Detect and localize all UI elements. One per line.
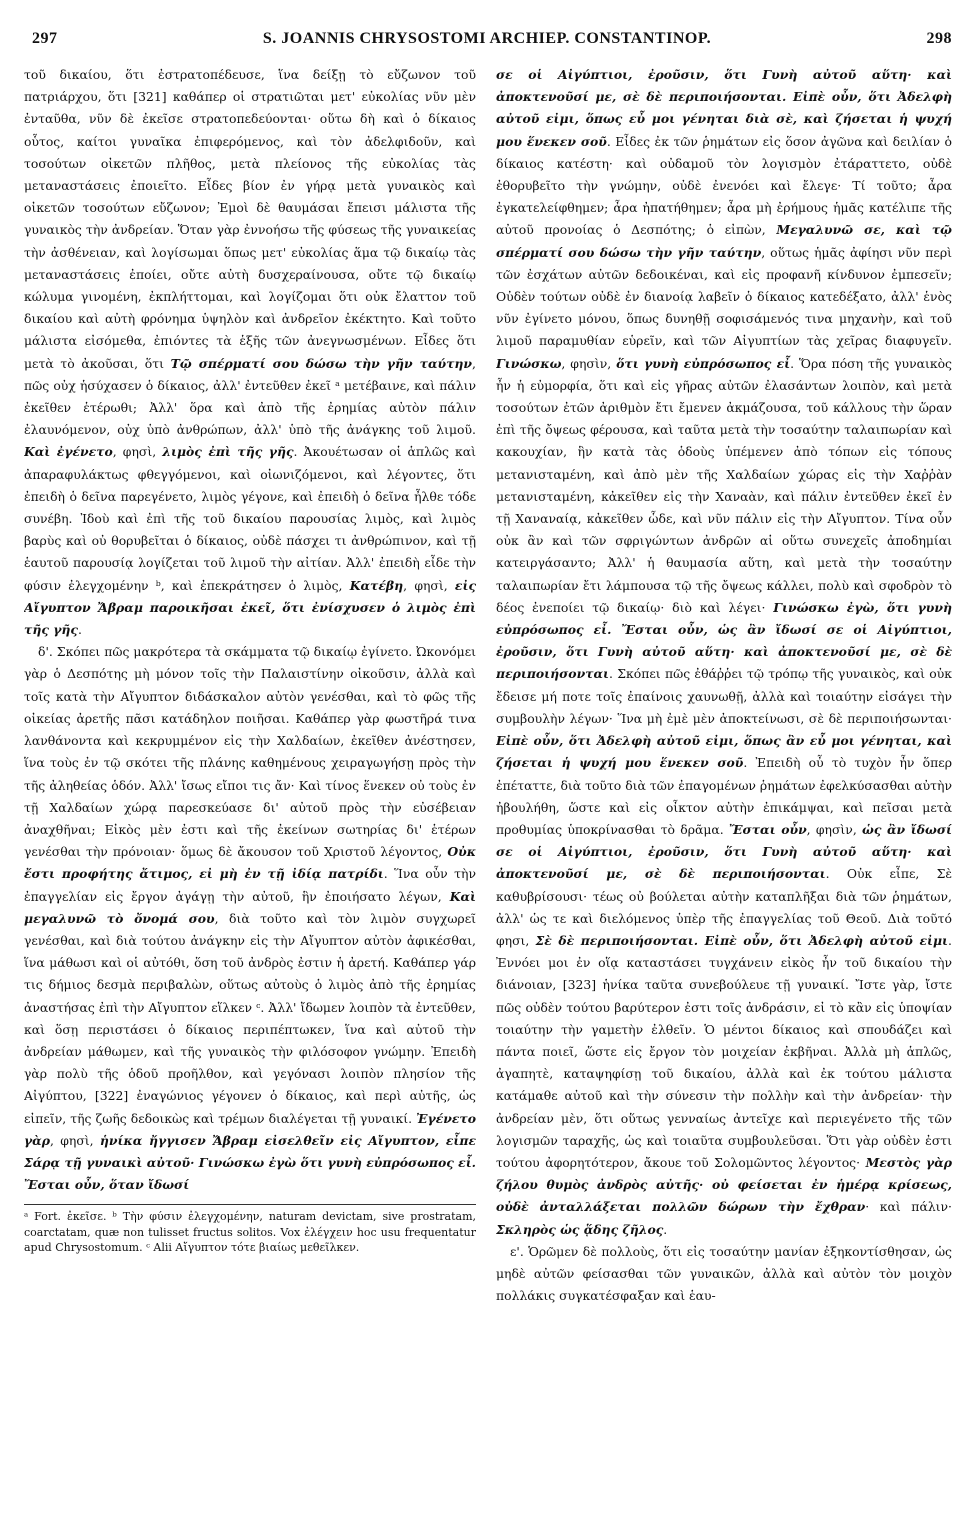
text-run: . Οὐκ εἶπε, Σὲ καθυβρίσουσι· τέως οὐ βούλεται αὐτὴν καταπλῆξαι διὰ τῶν ῥημάτων, ἀλλ' ὡς τε καὶ διελόμενος ὑπὲρ τῆς ἐπαγγελίας τοῦ Θεοῦ. Διὰ τοῦτό φησι, xyxy=(496,866,952,948)
text-run: , φησὶν, xyxy=(561,355,612,371)
text-run: , φησὶ, xyxy=(49,1132,94,1148)
page-number-left: 297 xyxy=(32,30,58,47)
scripture-quote: Καὶ ἐγένετο xyxy=(24,444,113,460)
running-title: S. JOANNIS CHRYSOSTOMI ARCHIEP. CONSTANTINOP. xyxy=(262,30,712,47)
text-run: · καὶ πάλιν· xyxy=(865,1199,952,1215)
text-run: , φησὶ, xyxy=(403,577,448,593)
footnotes: ᵃ Fort. ἐκεῖσε. ᵇ Τὴν φύσιν ἐλεγχομένην, naturam devictam, sive prostratam, coarctatam, quæ non tulisset fructus solitos. Vox ἐλέγχειν hoc usu frequentatur apud Chrysostomum. ᶜ Alii Αἴγυπτον τότε βιαίως μεθεῖλκεν. xyxy=(24,1204,476,1256)
left-column xyxy=(24,64,476,1534)
text-run: , διὰ τοῦτο καὶ τὸν λιμὸν συγχωρεῖ γενέσθαι, καὶ διὰ τούτου ἀνάγκην εἰς τὴν Αἴγυπτον αὐτὸν ἀφικέσθαι, ἵνα μάθωσι καὶ οἱ αὐτόθι, ὅση τοῦ ἀνδρὸς ἐστιν ἡ ἀρετή. Καθάπερ γάρ τις δήμιος δεσμὰ περιβαλὼν, οὕτως αὐτοὺς ὁ λιμὸς ἀπὸ τῆς ἐρημίας ἀναστήσας ἐπὶ τὴν Αἴγυπτον εἵλκεν ᶜ. Ἀλλ' ἴδωμεν λοιπὸν τὰ ἐντεῦθεν, καὶ ὅσῃ περιστάσει ὁ δίκαιος περιπέπτωκεν, ἵνα καὶ αὐτοῦ τὴν ἀνδρείαν μάθωμεν, καὶ τῆς γυναικὸς τὴν φιλόσοφον γνώμην. Ἐπειδὴ γὰρ πολὺ τῆς ὁδοῦ προῆλθον, καὶ γεγόνασι λοιπὸν πλησίον τῆς Αἰγύπτου, [322] ἐναγώνιος γέγονεν ὁ δίκαιος, καὶ περὶ αὐτῆς, ὡς εἰπεῖν, τῆς ζωῆς δεδοικὼς καὶ τρέμων διαλέγεται τῇ γυναικί. xyxy=(24,910,476,1126)
text-run: . Ἐννόει μοι ἐν οἵᾳ καταστάσει τυγχάνειν εἰκὸς ἦν τοῦ δικαίου τὴν διάνοιαν, [323] ἡνίκα ταῦτα συνεβούλευε τῇ γυναικί. Ἴστε γὰρ, ἴστε πῶς οὐδὲν τούτου βαρύτερον ἐστι τοῖς ἀνδράσιν, εἰ τὸ κἂν εἰς ὑποψίαν τοιαύτην τὴν γαμετὴν ἐλθεῖν. Ὁ μέντοι δίκαιος καὶ σπουδάζει καὶ πάντα ποιεῖ, ὥστε εἰς ἔργον τὸν μοιχείαν ἐκβῆναι. Ἀλλὰ μὴ ἁπλῶς, ἀγαπητὲ, καταψηφίσῃ τοῦ δικαίου, ἀλλὰ καὶ ἐκ τούτου μάλιστα κατάμαθε αὐτοῦ καὶ τὴν σύνεσιν τὴν πολλὴν καὶ τὴν ἀνδρείαν· τὴν ἀνδρείαν μὲν, ὅτι οὕτως γενναίως ἀντεῖχε καὶ περιεγένετο τῆς τῶν λογισμῶν ταραχῆς, ὡς καὶ τοιαῦτα συμβουλεῦσαι. Ὅτι γὰρ οὐδὲν ἐστι τούτου ἀφορητότερον, ἄκουε τοῦ Σολομῶντος λέγοντος· xyxy=(496,932,952,1170)
scripture-quote: Ἔσται οὖν xyxy=(729,821,807,837)
text-run: . xyxy=(663,1221,668,1237)
scripture-quote: Τῷ σπέρματί σου δώσω τὴν γῆν ταύτην xyxy=(170,355,473,371)
scripture-quote: Σὲ δὲ περιποιήσονται. Εἰπὲ οὖν, ὅτι Ἀδελφὴ αὐτοῦ εἰμι xyxy=(535,932,949,948)
right-column xyxy=(496,64,952,1534)
scripture-quote: λιμὸς ἐπὶ τῆς γῆς xyxy=(162,444,294,460)
scripture-quote: Κατέβη xyxy=(349,577,404,593)
text-run: , πῶς οὐχ ἡσύχασεν ὁ δίκαιος, ἀλλ' ἐντεῦθεν ἐκεῖ ᵃ μετέβαινε, καὶ πάλιν ἐκεῖθεν ἑτέρωθι; Ἀλλ' ὅρα καὶ ἀπὸ τῆς ἐρημίας αὐτὸν πάλιν ἐλαυνόμενον, οὐχ ὑπὸ ἀνθρώπων, ἀλλ' ὑπὸ τῆς ἀνάγκης τοῦ λιμοῦ. xyxy=(24,355,476,438)
text-run: , οὕτως ἡμᾶς ἀφίησι νῦν περὶ τῶν ἐσχάτων αὐτῶν δεδοικέναι, καὶ εἰς προφανῆ κίνδυνον ἐμπεσεῖν; Οὐδὲν τούτων οὐδὲ ἐν διανοίᾳ λαβεῖν ὁ δίκαιος κατεδέξατο, ἀλλ' ἑνὸς νῦν ἐγίνετο μόνου, ὅπως δυνηθῇ σοφισάμενός τινα μηχανὴν, καὶ τοῦ λιμοῦ παραμυθίαν εὑρεῖν, καὶ τῶν Αἰγυπτίων τὰς χεῖρας διαφυγεῖν. xyxy=(496,244,952,349)
scripture-quote: ὅτι γυνὴ εὐπρόσωπος εἶ xyxy=(616,355,791,371)
text-run: . xyxy=(77,622,82,638)
text-run: . Εἶδες ἐκ τῶν ῥημάτων εἰς ὅσον ἀγῶνα καὶ δειλίαν ὁ δίκαιος κατέστη· καὶ οὐδαμοῦ τὸν λογισμὸν ἐτάραττετο, οὐδὲ ἐθορυβεῖτο τὴν γνώμην, οὐδὲ ἐνενόει καὶ ἔλεγε· Τί τοῦτο; ἆρα ἐγκατελείφθημεν; ἆρα ἠπατήθημεν; ἆρα μὴ ἐρήμους ἡμᾶς κατέλιπε τῆς αὐτοῦ προνοίας ὁ Δεσπότης; ὁ εἰπὼν, xyxy=(496,133,952,238)
scripture-quote: Γινώσκω xyxy=(496,355,562,371)
scripture-quote: Μεστὸς γὰρ ζήλου θυμὸς ἀνδρὸς αὐτῆς· οὐ φείσεται ἐν ἡμέρᾳ κρίσεως, οὐδὲ ἀνταλλάξεται πολλῶν δώρων τὴν ἔχθραν xyxy=(496,1154,952,1215)
scripture-quote: ὡς ἂν ἴδωσί σε οἱ Αἰγύπτιοι, ἐροῦσιν, ὅτι Γυνὴ αὐτοῦ αὕτη· καὶ ἀποκτενοῦσί με, σὲ δὲ περιποιήσονται xyxy=(496,821,952,882)
paragraph-4 xyxy=(496,1241,952,1308)
text-run: δ'. Σκόπει πῶς μακρότερα τὰ σκάμματα τῷ δικαίῳ ἐγίνετο. Ὠκονόμει γὰρ ὁ Δεσπότης μὴ μόνον τοῖς τὴν Παλαιστίνην οἰκοῦσιν, ἀλλὰ καὶ τοῖς κατὰ τὴν Αἴγυπτον διδάσκαλον αὐτὸν γενέσθαι, καὶ τὸ φῶς τῆς οἰκείας ἀρετῆς πᾶσι κατάδηλον ποιῆσαι. Καθάπερ γὰρ φωστῆρά τινα λανθάνοντα καὶ κεκρυμμένον εἰς τὴν Χαλδαίων, ἐκεῖθεν ἀνέστησεν, ἵνα τοὺς ἐν τῷ σκότει τῆς πλάνης καθημένους χειραγωγήσῃ πρὸς τὴν τῆς ἀληθείας ὁδόν. Ἀλλ' ἴσως εἴποι τις ἄν· Καὶ τίνος ἕνεκεν οὐ τοὺς ἐν τῇ Χαλδαίων χώρᾳ παρεσκεύασε δι' αὐτοῦ πρὸς τὴν εὐσέβειαν ἀναχθῆναι; Εἰκὸς μὲν ἐστι καὶ τῆς ἐκείνων σωτηρίας δι' ἑτέρων γενέσθαι τὴν πρόνοιαν· ὅμως δὲ ἄκουσον τοῦ Χριστοῦ λέγοντος, xyxy=(24,644,476,860)
running-header xyxy=(22,30,952,56)
text-run: , φησὶν, xyxy=(806,821,857,837)
paragraph-1 xyxy=(24,64,476,641)
scripture-quote: Γινώσκω ἐγὼ, ὅτι γυνὴ εὐπρόσωπος εἶ. Ἔσται οὖν, ὡς ἂν ἴδωσί σε οἱ Αἰγύπτιοι, ἐροῦσιν, ὅτι Γυνὴ αὐτοῦ αὕτη· καὶ ἀποκτενοῦσί με, σὲ δὲ περιποιήσονται xyxy=(496,599,952,682)
scripture-quote: Σκληρὸς ὡς ᾅδης ζῆλος xyxy=(496,1221,664,1237)
scripture-quote: ἡνίκα ἤγγισεν Ἄβραμ εἰσελθεῖν εἰς Αἴγυπτον, εἶπε Σάρᾳ τῇ γυναικὶ αὐτοῦ· Γινώσκω ἐγὼ ὅτι γυνὴ εὐπρόσωπος εἶ. Ἔσται οὖν, ὅταν ἴδωσί xyxy=(24,1132,476,1193)
scripture-quote: Οὐκ ἔστι προφήτης ἄτιμος, εἰ μὴ ἐν τῇ ἰδίᾳ πατρίδι xyxy=(24,844,476,882)
text-run: . Ἀκουέτωσαν οἱ ἁπλῶς καὶ ἀπαραφυλάκτως φθεγγόμενοι, καὶ οἰωνιζόμενοι, καὶ λέγοντες, ὅτι ἐπειδὴ ὁ δεῖνα παρεγένετο, λιμὸς γέγονε, καὶ ἐπειδὴ ὁ δεῖνα ἦλθε τόδε συνέβη. Ἰδοὺ καὶ ἐπὶ τῆς τοῦ δικαίου παρουσίας λιμὸς, καὶ λιμὸς βαρὺς καὶ οὐ θορυβεῖται ὁ δίκαιος, οὐδὲ πάσχει τι ἀνθρώπινον, καὶ τῇ ἑαυτοῦ παρουσίᾳ λογίζεται τοῦ λιμοῦ τὴν αἰτίαν. Ἀλλ' ἐπειδὴ εἶδε τὴν φύσιν ἐλεγχομένην ᵇ, καὶ ἐπεκράτησεν ὁ λιμὸς, xyxy=(24,444,476,593)
scripture-quote: Εἰπὲ οὖν, ὅτι Ἀδελφὴ αὐτοῦ εἰμι, ὅπως ἂν εὖ μοι γένηται, καὶ ζήσεται ἡ ψυχή μου ἕνεκεν σοῦ xyxy=(496,733,952,771)
scripture-quote: εἰς Αἴγυπτον Ἄβραμ παροικῆσαι ἐκεῖ, ὅτι ἐνίσχυσεν ὁ λιμὸς ἐπὶ τῆς γῆς xyxy=(24,577,476,638)
scripture-quote: Μεγαλυνῶ σε, καὶ τῷ σπέρματί σου δώσω τὴν γῆν ταύτην xyxy=(496,222,952,260)
scripture-quote: Καὶ μεγαλυνῶ τὸ ὄνομά σου xyxy=(24,888,476,926)
text-run: . Ὅρα πόση τῆς γυναικὸς ἦν ἡ εὐμορφία, ὅτι καὶ εἰς γῆρας αὐτῶν ἐλασάντων λοιπὸν, καὶ μετὰ τοσούτων ἐτῶν ἀριθμὸν ἔτι ἔμενεν ἀκμάζουσα, τοῦ κάλλους τὴν ὥραν ἐπὶ τῆς ὄψεως φέρουσα, καὶ ταῦτα μετὰ τὴν τοσαύτην ταλαιπωρίαν καὶ κακουχίαν, ἣν κατὰ τὰς ὁδοὺς ὑπέμενεν ἀπὸ τόπων εἰς τόπους μετανισταμένη, καὶ ἀπὸ μὲν τῆς Χαλδαίων χώρας εἰς τὴν Χαῤῥὰν μετανισταμένη, κἀκεῖθεν εἰς τὴν Χαναὰν, καὶ πάλιν ἐντεῦθεν ἐκεῖ ἐν τῇ Χαναναίᾳ, κἀκεῖθεν ὧδε, καὶ νῦν πάλιν εἰς τὴν Αἴγυπτον. Τίνα οὖν οὐκ ἂν καὶ τῶν σφριγώντων ἀνδρῶν αἱ οὕτω συνεχεῖς ἀποδημίαι κατειργάσαντο; Ἀλλ' ἡ θαυμασία αὕτη, καὶ μετὰ τὴν τοσαύτην ταλαιπωρίαν ἔτι λάμπουσα τῷ τῆς ὄψεως κάλλει, πολὺ καὶ σφοδρὸν τὸ δέος ἐνεποίει τῷ δικαίῳ· διὸ καὶ λέγει· xyxy=(496,355,952,615)
scripture-quote: σε οἱ Αἰγύπτιοι, ἐροῦσιν, ὅτι Γυνὴ αὐτοῦ αὕτη· καὶ ἀποκτενοῦσί με, σὲ δὲ περιποιήσονται. Εἰπὲ οὖν, ὅτι Ἀδελφὴ αὐτοῦ εἰμι, ὅπως εὖ μοι γένηται διὰ σὲ, καὶ ζήσεται ἡ ψυχή μου ἕνεκεν σοῦ xyxy=(496,67,952,149)
text-run: . Σκόπει πῶς ἐθάῤῥει τῷ τρόπῳ τῆς γυναικὸς, καὶ οὐκ ἔδεισε μή ποτε τοῖς ἐπαίνοις χαυνωθῇ, ἀλλὰ καὶ τοιαύτην εἰσάγει τὴν συμβουλὴν λέγων· Ἵνα μὴ ἐμὲ μὲν ἀποκτείνωσι, σὲ δὲ περιποιήσωνται· xyxy=(496,666,952,726)
text-run: ε'. Ὁρῶμεν δὲ πολλοὺς, ὅτι εἰς τοσαύτην μανίαν ἐξηκοντίσθησαν, ὡς μηδὲ αὐτῶν φείσασθαι τῶν γυναικῶν, ἀλλὰ καὶ αὐτὸν τὸν μοιχὸν πολλάκις συγκατέσφαξαν καὶ ἑαυ- xyxy=(496,1243,952,1304)
paragraph-2 xyxy=(24,641,476,1196)
scripture-quote: Ἐγένετο γὰρ xyxy=(24,1110,476,1148)
text-run: , φησὶ, xyxy=(112,444,157,460)
page-number-right: 298 xyxy=(926,30,952,47)
text-run: . Ἵνα οὖν τὴν ἐπαγγελίαν εἰς ἔργον ἀγάγῃ τὴν αὐτοῦ, ἣν ἐποιήσατο λέγων, xyxy=(24,866,476,904)
text-run: . Ἐπειδὴ οὖ τὸ τυχὸν ἦν ὅπερ ἐπέταττε, διὰ τοῦτο διὰ τῶν ἐπαγομένων ῥημάτων ἐφελκύσασθαι αὐτὴν ἠβουλήθη, ὥστε καὶ εἰς οἶκτον αὐτὴν ἐπικάμψαι, καὶ πεῖσαι μετὰ προθυμίας ὑποκρίνασθαι τὸ δρᾶμα. xyxy=(496,755,952,837)
text-run: τοῦ δικαίου, ὅτι ἐστρατοπέδευσε, ἵνα δείξῃ τὸ εὔζωνον τοῦ πατριάρχου, ὅτι [321] καθάπερ οἱ στρατιῶται μετ' εὐκολίας νῦν μὲν ἐνταῦθα, νῦν δὲ ἐκεῖσε στρατοπεδεύονται· οὕτω δὴ καὶ ὁ δίκαιος οὗτος, καίτοι γυναῖκα ἐπιφερόμενος, καὶ τὸν ἀδελφιδοῦν, καὶ τοσούτων οἰκετῶν πλῆθος, μετὰ πλείονος τῆς εὐκολίας τὰς μεταναστάσεις ἐποιεῖτο. Εἶδες βίον ἐν γήρᾳ μετὰ γυναικὸς καὶ οἰκετῶν τοσούτων εὔζωνον; Ἐμοὶ δὲ θαυμάσαι ἔπεισι μάλιστα τῆς γυναικὸς τὴν ἀνδρείαν. Ὅταν γὰρ ἐννοήσω τῆς φύσεως τῆς γυναικείας τὴν ἀσθένειαν, καὶ λογίσωμαι ὅπως μετ' εὐκολίας ἅμα τῷ δικαίῳ τὰς μεταναστάσεις ἐποίει, οὔτε αὐτὴ δυσχεραίνουσα, οὔτε τῷ δικαίῳ κώλυμα γινομένη, ἐκπλήττομαι, καὶ λογίζομαι ὅτι οὐκ ἔλαττον τοῦ δικαίου καὶ αὐτὴ φρόνημα ὑψηλὸν καὶ ἀνδρεῖον ἐκέκτητο. Καὶ τοῦτο μάλιστα εἰσόμεθα, ἐπιόντες τὰ ἑξῆς τῶν ἀνεγνωσμένων. Εἶδες ὅτι μετὰ τὸ ἀκοῦσαι, ὅτι xyxy=(24,67,476,371)
paragraph-3 xyxy=(496,64,952,1241)
